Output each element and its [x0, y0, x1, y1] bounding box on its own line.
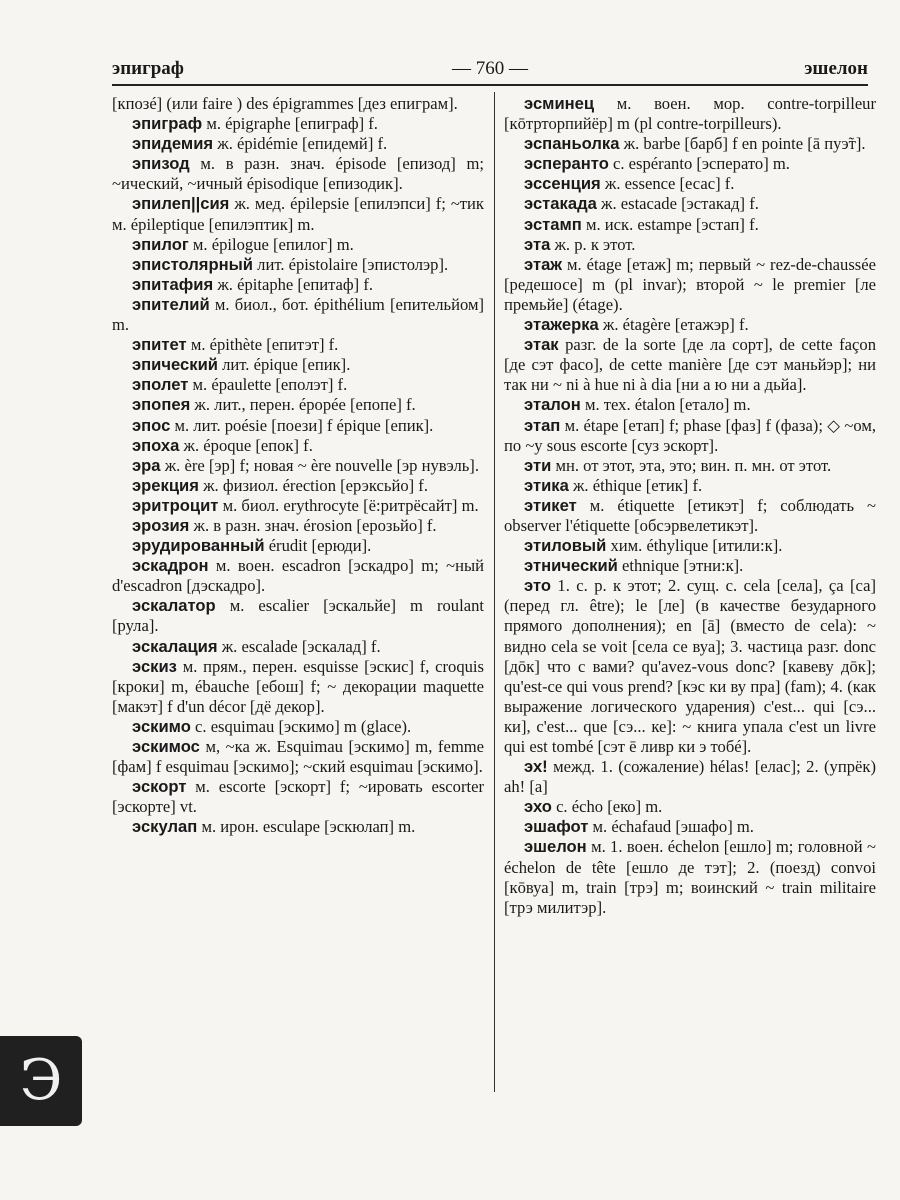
dictionary-entry	[504, 416, 876, 456]
entry-headword: эпителий	[132, 294, 210, 314]
dictionary-entry	[504, 576, 876, 757]
thumb-index-tab	[0, 1036, 82, 1126]
dictionary-entry	[112, 777, 484, 817]
entry-definition: ж. мед. épilepsie [епилэпси] f; ~тик м. épileptique [епилэптик] m.	[112, 194, 484, 234]
entry-headword: эстамп	[524, 214, 582, 234]
entry-headword: эрудированный	[132, 536, 265, 556]
entry-definition: м. épigraphe [епиграф] f.	[206, 114, 378, 134]
entry-definition: мн. от этот, эта, это; вин. п. мн. от этот.	[555, 455, 832, 475]
entry-headword: эх!	[524, 757, 548, 777]
entry-definition: хим. éthylique [итили:к].	[610, 536, 783, 556]
entry-definition: ж. barbe [барб] f en pointe [ā пуэ̃т].	[623, 134, 866, 154]
entry-definition: м. воен. мор. contre-torpilleur [кōтрторпийёр] m (pl contre-torpilleurs).	[504, 94, 877, 134]
dictionary-entry	[112, 416, 484, 436]
dictionary-entry	[112, 94, 484, 114]
dictionary-entry	[112, 817, 484, 837]
entry-headword: эскулап	[132, 817, 198, 837]
dictionary-entry	[504, 335, 876, 395]
entry-headword: эссенция	[524, 174, 601, 194]
dictionary-entry	[504, 797, 876, 817]
dictionary-entry	[504, 94, 876, 134]
dictionary-entry	[112, 657, 484, 717]
entry-definition: лит. épique [епик].	[222, 355, 351, 375]
entry-headword: эти	[524, 455, 552, 475]
header-rule	[112, 84, 868, 86]
entry-definition: ж. ère [эр] f; новая ~ ère nouvelle [эр нувэль].	[164, 455, 479, 475]
entry-headword: эхо	[524, 797, 552, 817]
entry-headword: эпос	[132, 415, 171, 435]
dictionary-entry	[112, 717, 484, 737]
dictionary-entry	[112, 275, 484, 295]
entry-headword: эпилеп||сия	[132, 194, 230, 214]
entry-definition: м. иск. estampe [эстап] f.	[585, 214, 759, 234]
entry-headword: эскимо	[132, 716, 191, 736]
dictionary-entry	[112, 375, 484, 395]
dictionary-entry	[112, 496, 484, 516]
entry-definition: ethnique [этни:к].	[622, 556, 744, 576]
entry-headword: эпидемия	[132, 134, 214, 154]
dictionary-entry	[112, 436, 484, 456]
dictionary-entry	[112, 114, 484, 134]
dictionary-entry	[112, 456, 484, 476]
entry-definition: ж. essence [есас] f.	[604, 174, 735, 194]
entry-definition: м. étiquette [етикэт] f; соблюдать ~ observer l'étiquette [обсэрвелетикэт].	[504, 495, 876, 535]
entry-definition: 1. с. р. к этот; 2. сущ. с. cela [села], ça [са] (перед гл. être); le [ле] (в качестве безударного прямого дополнения); en [ā] (вместо de cela): ~ видно cela se voit [села се вуа]; 3. частица разг. donc [дōк] что с вами? qu'avez-vous donc? [кавеву дōк]; qu'est-ce qui vous prend? [кэс ки ву пра] (fam); 4. (как выражение логического ударения) c'est... qui [сэ... ки], c'est... que [сэ... ке]: ~ книга упала c'est un livre qui est tombé [сэт ē ливр ки э тобé].	[504, 576, 876, 756]
entry-headword: эскиз	[132, 656, 177, 676]
dictionary-entry	[112, 295, 484, 335]
entry-definition: м. étape [етап] f; phase [фаз] f (фаза); ◇ ~ом, по ~у sous escorte [суз эскорт].	[504, 415, 876, 455]
entry-definition: м. ирон. esculape [эскюлап] m.	[201, 817, 416, 837]
entry-definition: ж. éthique [етик] f.	[572, 475, 703, 495]
entry-definition: м. лит. poésie [поези] f épique [епик].	[174, 415, 434, 435]
entry-headword: этиловый	[524, 536, 607, 556]
entry-headword: эпилог	[132, 234, 189, 254]
entry-definition: м. 1. воен. échelon [ешло] m; головной ~ échelon de tête [ешло де тэт]; 2. (поезд) convoi [кōвуа] m, train [трэ] m; воинский ~ train militaire [трэ милитэр].	[504, 837, 876, 917]
dictionary-entry	[112, 395, 484, 415]
entry-headword: эритроцит	[132, 495, 219, 515]
entry-headword: эскадрон	[132, 556, 209, 576]
entry-headword: этнический	[524, 556, 618, 576]
entry-headword: эпизод	[132, 154, 190, 174]
dictionary-entry	[112, 637, 484, 657]
entry-definition: м. escalier [эскальйе] m roulant [рула].	[112, 596, 484, 636]
dictionary-entry	[112, 335, 484, 355]
entry-definition: м. échafaud [эшафо] m.	[592, 817, 754, 837]
entry-headword: эпоха	[132, 435, 180, 455]
entry-headword: эскимос	[132, 737, 200, 756]
entry-definition: érudit [ерюди].	[268, 536, 372, 556]
dictionary-entry	[504, 315, 876, 335]
entry-headword: эшелон	[524, 837, 587, 857]
dictionary-entry	[112, 516, 484, 536]
dictionary-entry	[112, 255, 484, 275]
dictionary-entry	[112, 536, 484, 556]
entry-headword: эпитет	[132, 335, 187, 355]
entry-definition: ж. р. к этот.	[554, 234, 636, 254]
dictionary-entry	[504, 174, 876, 194]
entry-headword: этажерка	[524, 315, 599, 335]
entry-headword: эта	[524, 234, 551, 254]
entry-definition: [кпозé] (или faire ) des épigrammes [дез епиграм].	[112, 94, 458, 113]
entry-definition: ж. époque [епок] f.	[183, 435, 313, 455]
entry-headword: эскорт	[132, 777, 187, 797]
entry-definition: лит. épistolaire [эпистолэр].	[257, 254, 449, 274]
entry-headword: эра	[132, 455, 161, 475]
entry-definition: межд. 1. (сожаление) hélas! [елас]; 2. (упрёк) ah! [а]	[504, 757, 876, 797]
left-column	[112, 94, 484, 837]
entry-headword: это	[524, 576, 551, 596]
dictionary-entry	[112, 235, 484, 255]
dictionary-entry	[504, 395, 876, 415]
dictionary-entry	[504, 837, 876, 917]
dictionary-entry	[504, 194, 876, 214]
entry-definition: ж. escalade [эскалад] f.	[221, 636, 381, 656]
dictionary-entry	[504, 215, 876, 235]
entry-headword: эрекция	[132, 475, 199, 495]
entry-headword: эрозия	[132, 515, 190, 535]
entry-definition: с. esquimau [эскимо] m (glace).	[195, 716, 412, 736]
entry-headword: эсминец	[524, 94, 595, 113]
entry-definition: м. биол. erythrocyte [ё:ритрёсайт] m.	[222, 495, 479, 515]
entry-headword: эспаньолка	[524, 134, 620, 154]
entry-headword: этикет	[524, 495, 577, 515]
entry-definition: м, ~ка ж. Esquimau [эскимо] m, femme [фам] f esquimau [эскимо]; ~ский esquimau [эскимо].	[112, 737, 484, 777]
entry-definition: м. воен. escadron [эскадро] m; ~ный d'escadron [дэскадро].	[112, 556, 484, 596]
dictionary-entry	[112, 355, 484, 375]
entry-definition: разг. de la sorte [де ла сорт], de cette façon [де сэт фасо], de cette manière [де сэт маньйэр]; ни так ни ~ ni à hue ni à dia [ни а ю ни а дьйа].	[504, 335, 876, 395]
dictionary-entry	[112, 154, 484, 194]
entry-definition: ж. épitaphe [епитаф] f.	[217, 274, 374, 294]
dictionary-entry	[504, 476, 876, 496]
entry-definition: м. тех. étalon [етало] m.	[584, 395, 751, 415]
dictionary-entry	[504, 556, 876, 576]
dictionary-entry	[112, 596, 484, 636]
entry-headword: эпический	[132, 355, 218, 375]
entry-headword: этак	[524, 335, 559, 355]
dictionary-entry	[504, 757, 876, 797]
entry-definition: с. écho [еко] m.	[556, 797, 663, 817]
entry-definition: ж. estacade [эстакад] f.	[600, 194, 759, 214]
dictionary-entry	[504, 235, 876, 255]
entry-definition: ж. étagère [етажэр] f.	[602, 315, 749, 335]
dictionary-entry	[112, 194, 484, 234]
dictionary-entry	[112, 737, 484, 777]
entry-definition: м. épilogue [епилог] m.	[192, 234, 354, 254]
column-divider	[494, 92, 495, 1092]
right-column	[504, 94, 876, 918]
dictionary-entry	[112, 556, 484, 596]
thumb-index-letter: Э	[19, 1048, 63, 1113]
dictionary-entry	[504, 496, 876, 536]
entry-definition: м. épithète [епитэт] f.	[190, 335, 339, 355]
entry-headword: этап	[524, 415, 561, 435]
entry-headword: эшафот	[524, 817, 589, 837]
entry-definition: ж. лит., перен. épopée [епопе] f.	[194, 395, 416, 415]
entry-definition: ж. физиол. érection [ерэксьйо] f.	[203, 475, 428, 495]
dictionary-entry	[504, 154, 876, 174]
entry-definition: м. в разн. знач. épisode [епизод] m; ~ический, ~ичный épisodique [епизодик].	[112, 154, 484, 194]
page-number: — 760 —	[452, 58, 528, 79]
entry-headword: эскалация	[132, 636, 218, 656]
entry-definition: м. биол., бот. épithélium [епительйом] m.	[112, 294, 484, 335]
entry-headword: эпопея	[132, 395, 191, 415]
entry-headword: этаж	[524, 254, 563, 274]
entry-definition: м. épaulette [еполэт] f.	[192, 375, 348, 395]
header-first-headword: эпиграф	[112, 58, 184, 79]
entry-headword: эсперанто	[524, 154, 609, 174]
entry-definition: м. escorte [эскорт] f; ~ировать escorter [эскорте] vt.	[112, 777, 484, 817]
entry-definition: м. étage [етаж] m; первый ~ rez-de-chaussée [редешосе] m (pl invar); второй ~ le premier [ле премьйе] (étage).	[504, 254, 876, 314]
header-last-headword: эшелон	[804, 58, 868, 79]
entry-definition: ж. épidémie [епидемй] f.	[217, 134, 388, 154]
dictionary-entry	[504, 255, 876, 315]
dictionary-entry	[112, 476, 484, 496]
entry-headword: этика	[524, 475, 569, 495]
dictionary-entry	[112, 134, 484, 154]
dictionary-entry	[504, 134, 876, 154]
entry-headword: эпистолярный	[132, 254, 254, 274]
entry-definition: с. espéranto [эсперато] m.	[613, 154, 790, 174]
dictionary-entry	[504, 817, 876, 837]
entry-definition: ж. в разн. знач. érosion [ерозьйо] f.	[193, 515, 437, 535]
entry-headword: эпитафия	[132, 274, 214, 294]
entry-headword: эскалатор	[132, 596, 216, 616]
entry-headword: эстакада	[524, 194, 597, 214]
entry-headword: эполет	[132, 375, 189, 395]
entry-headword: эталон	[524, 395, 581, 415]
entry-headword: эпиграф	[132, 114, 203, 134]
dictionary-entry	[504, 536, 876, 556]
running-header	[112, 56, 868, 84]
entry-definition: м. прям., перен. esquisse [эскис] f, croquis [кроки] m, ébauche [ебош] f; ~ декорации maquette [макэт] f d'un décor [дё декор].	[112, 656, 484, 716]
dictionary-entry	[504, 456, 876, 476]
